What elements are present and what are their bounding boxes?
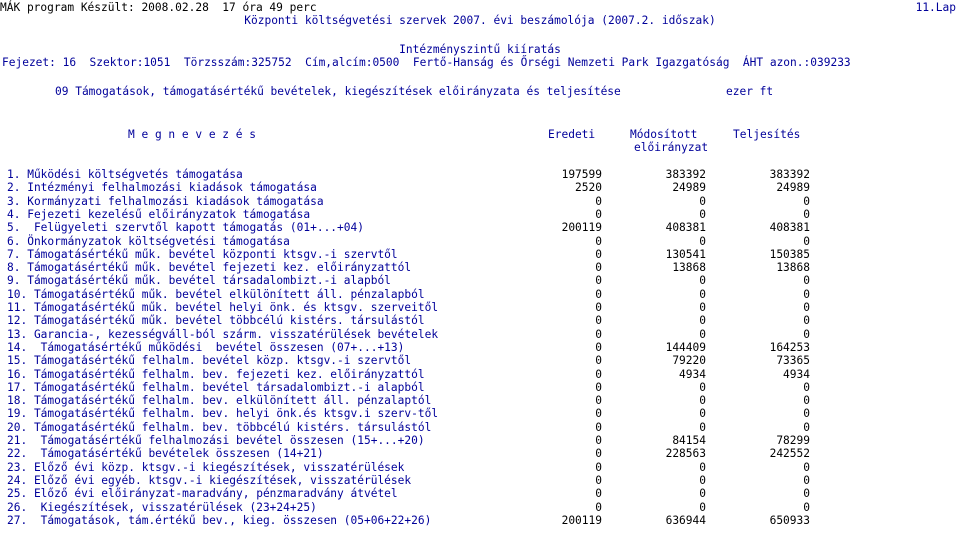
row-label: 4. Fejezeti kezelésű előirányzatok támogatása xyxy=(7,207,311,221)
row-label: 11. Támogatásértékű műk. bevétel helyi önk. és ktsgv. szerveitől xyxy=(7,301,439,314)
row-label: 6. Önkormányzatok költségvetési támogatása xyxy=(7,234,290,248)
cell-actual: 0 xyxy=(803,420,810,434)
row-label: 24. Előző évi egyéb. ktsgv.-i kiegészítések, visszatérülések xyxy=(7,473,412,487)
page-number: 11.Lap xyxy=(915,1,956,14)
row-label: 15. Támogatásértékű felhalm. bevétel közp. ktsgv.-i szervtől xyxy=(7,354,412,368)
row-label: 26. Kiegészítések, visszatérülések (23+24+25) xyxy=(7,500,317,514)
cell-original: 0 xyxy=(595,500,602,514)
cell-modified: 0 xyxy=(699,274,706,288)
cell-original: 0 xyxy=(595,287,602,301)
cell-original: 197599 xyxy=(561,168,602,181)
cell-modified: 0 xyxy=(699,194,706,208)
cell-modified: 84154 xyxy=(672,434,706,447)
cell-modified: 79220 xyxy=(672,354,706,368)
cell-modified: 0 xyxy=(699,207,706,221)
cell-original: 0 xyxy=(595,354,602,368)
cell-original: 0 xyxy=(595,207,602,221)
cell-actual: 0 xyxy=(803,380,810,394)
row-label: 22. Támogatásértékű bevételek összesen (14+21) xyxy=(7,447,324,461)
row-label: 21. Támogatásértékű felhalmozási bevétel összesen (15+...+20) xyxy=(7,434,425,447)
cell-original: 0 xyxy=(595,261,602,275)
cell-actual: 408381 xyxy=(769,221,810,235)
row-label: 20. Támogatásértékű felhalm. bev. többcélú kistérs. társulástól xyxy=(7,420,432,434)
cell-original: 0 xyxy=(595,434,602,447)
row-label: 23. Előző évi közp. ktsgv.-i kiegészítések, visszatérülések xyxy=(7,460,405,474)
cell-actual: 0 xyxy=(803,207,810,221)
cell-actual: 0 xyxy=(803,394,810,408)
cell-modified: 0 xyxy=(699,487,706,501)
cell-original: 0 xyxy=(595,460,602,474)
cell-original: 0 xyxy=(595,247,602,261)
row-label: 13. Garancia-, kezességváll-ból szárm. visszatérülések bevételek xyxy=(7,327,439,341)
cell-modified: 4934 xyxy=(679,367,706,381)
row-label: 1. Működési költségvetés támogatása xyxy=(7,168,243,181)
cell-modified: 0 xyxy=(699,460,706,474)
cell-actual: 78299 xyxy=(776,434,810,447)
cell-original: 200119 xyxy=(561,513,602,527)
cell-actual: 150385 xyxy=(769,247,810,261)
row-label: 14. Támogatásértékű működési bevétel összesen (07+...+13) xyxy=(7,340,405,354)
cell-original: 0 xyxy=(595,380,602,394)
cell-modified: 636944 xyxy=(665,513,706,527)
cell-modified: 144409 xyxy=(665,340,706,354)
cell-modified: 0 xyxy=(699,327,706,341)
row-label: 2. Intézményi felhalmozási kiadások támogatása xyxy=(7,181,317,195)
cell-actual: 24989 xyxy=(776,181,810,195)
cell-modified: 0 xyxy=(699,234,706,248)
column-header-modified: Módosított xyxy=(630,128,698,141)
row-label: 16. Támogatásértékű felhalm. bev. fejezeti kez. előirányzattól xyxy=(7,367,425,381)
cell-modified: 0 xyxy=(699,314,706,328)
cell-original: 2520 xyxy=(575,181,602,195)
cell-actual: 383392 xyxy=(769,168,810,181)
row-label: 27. Támogatások, tám.értékű bev., kieg. összesen (05+06+22+26) xyxy=(7,513,432,527)
cell-original: 0 xyxy=(595,487,602,501)
cell-actual: 73365 xyxy=(776,354,810,368)
column-header-name: M e g n e v e z é s xyxy=(128,128,256,141)
cell-actual: 0 xyxy=(803,314,810,328)
program-line: MÁK program Készült: 2008.02.28 17 óra 49 perc xyxy=(0,1,317,14)
cell-modified: 0 xyxy=(699,420,706,434)
cell-original: 0 xyxy=(595,340,602,354)
cell-actual: 4934 xyxy=(783,367,810,381)
cell-original: 0 xyxy=(595,420,602,434)
cell-actual: 164253 xyxy=(769,340,810,354)
cell-modified: 0 xyxy=(699,473,706,487)
cell-actual: 650933 xyxy=(769,513,810,527)
row-label: 5. Felügyeleti szervtől kapott támogatás (01+...+04) xyxy=(7,221,364,235)
cell-modified: 0 xyxy=(699,394,706,408)
cell-original: 0 xyxy=(595,327,602,341)
cell-modified: 0 xyxy=(699,287,706,301)
cell-actual: 13868 xyxy=(776,261,810,275)
row-label: 9. Támogatásértékű műk. bevétel társadalombizt.-i alapból xyxy=(7,274,391,288)
cell-actual: 242552 xyxy=(769,447,810,461)
cell-actual: 0 xyxy=(803,327,810,341)
row-label: 18. Támogatásértékű felhalm. bev. elkülönített áll. pénzalaptól xyxy=(7,394,432,408)
column-header-actual: Teljesítés xyxy=(733,128,801,141)
report-title: Központi költségvetési szervek 2007. évi beszámolója (2007.2. időszak) xyxy=(244,14,716,27)
cell-original: 0 xyxy=(595,407,602,421)
cell-modified: 13868 xyxy=(672,261,706,275)
cell-actual: 0 xyxy=(803,287,810,301)
row-label: 17. Támogatásértékű felhalm. bevétel társadalombizt.-i alapból xyxy=(7,380,425,394)
row-label: 19. Támogatásértékű felhalm. bev. helyi önk.és ktsgv.i szerv-től xyxy=(7,407,439,421)
cell-original: 0 xyxy=(595,394,602,408)
cell-original: 0 xyxy=(595,301,602,314)
cell-modified: 0 xyxy=(699,500,706,514)
cell-modified: 0 xyxy=(699,380,706,394)
row-label: 8. Támogatásértékű műk. bevétel fejezeti kez. előirányzattól xyxy=(7,261,412,275)
cell-modified: 24989 xyxy=(672,181,706,195)
cell-original: 200119 xyxy=(561,221,602,235)
cell-original: 0 xyxy=(595,274,602,288)
cell-actual: 0 xyxy=(803,500,810,514)
cell-original: 0 xyxy=(595,194,602,208)
row-label: 7. Támogatásértékű műk. bevétel központi ktsgv.-i szervtől xyxy=(7,247,398,261)
cell-actual: 0 xyxy=(803,194,810,208)
cell-modified: 0 xyxy=(699,407,706,421)
cell-original: 0 xyxy=(595,314,602,328)
cell-actual: 0 xyxy=(803,274,810,288)
column-header-original: Eredeti xyxy=(548,128,596,141)
identity-line: Fejezet: 16 Szektor:1051 Törzsszám:325752 Cím,alcím:0500 Fertő-Hanság és Őrségi Nemzeti Park Igazgatóság ÁHT azon.:039233 xyxy=(2,56,851,69)
cell-original: 0 xyxy=(595,234,602,248)
row-label: 25. Előző évi előirányzat-maradvány, pénzmaradvány átvétel xyxy=(7,487,398,501)
cell-modified: 228563 xyxy=(665,447,706,461)
cell-modified: 130541 xyxy=(665,247,706,261)
row-label: 3. Kormányzati felhalmozási kiadások támogatása xyxy=(7,194,324,208)
row-label: 10. Támogatásértékű műk. bevétel elkülönített áll. pénzalapból xyxy=(7,287,425,301)
cell-modified: 0 xyxy=(699,301,706,314)
column-header-modified-line2: előirányzat xyxy=(634,141,709,154)
cell-actual: 0 xyxy=(803,301,810,314)
cell-original: 0 xyxy=(595,447,602,461)
row-label: 12. Támogatásértékű műk. bevétel többcélú kistérs. társulástól xyxy=(7,314,425,328)
cell-modified: 383392 xyxy=(665,168,706,181)
cell-modified: 408381 xyxy=(665,221,706,235)
cell-actual: 0 xyxy=(803,234,810,248)
cell-original: 0 xyxy=(595,367,602,381)
unit-label: ezer ft xyxy=(726,85,774,98)
cell-original: 0 xyxy=(595,473,602,487)
report-subtitle: Intézményszintű kiíratás xyxy=(399,43,561,56)
cell-actual: 0 xyxy=(803,487,810,501)
cell-actual: 0 xyxy=(803,407,810,421)
table-title: 09 Támogatások, támogatásértékű bevételek, kiegészítések előirányzata és teljesítése xyxy=(55,85,621,98)
cell-actual: 0 xyxy=(803,473,810,487)
cell-actual: 0 xyxy=(803,460,810,474)
